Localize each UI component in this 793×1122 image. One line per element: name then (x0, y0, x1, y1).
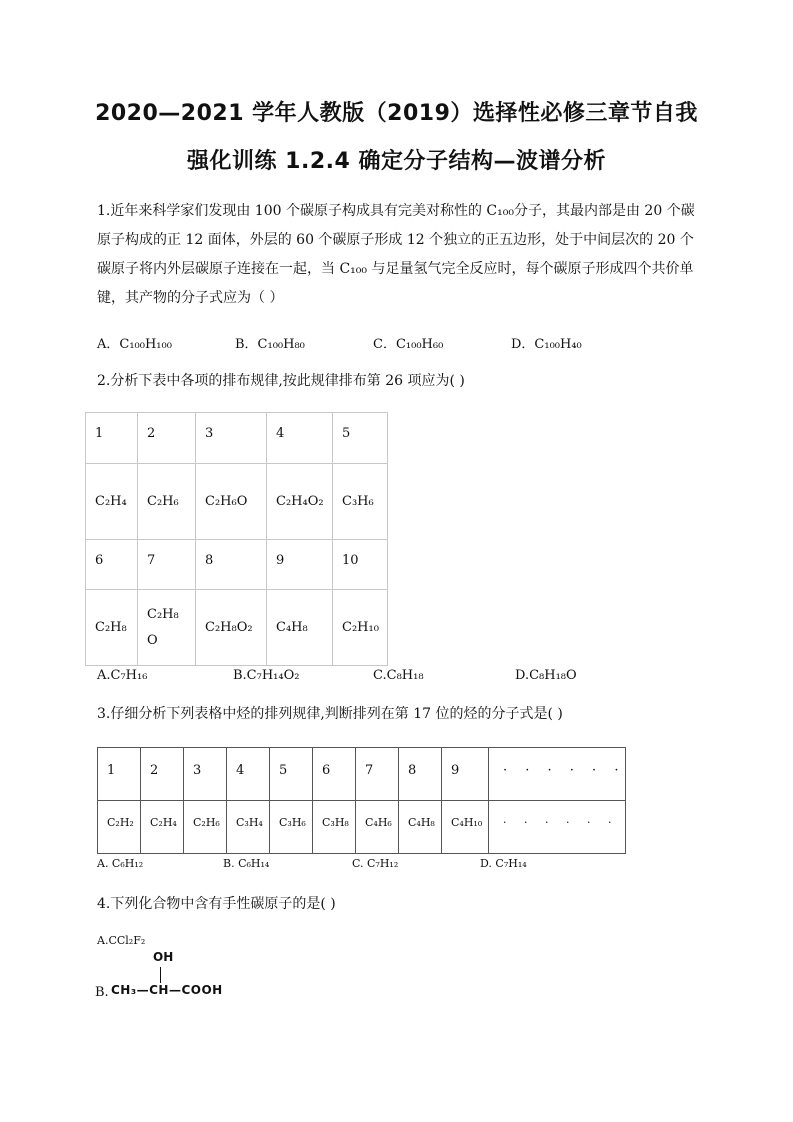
option-c: C．C₁₀₀H₆₀ (373, 337, 444, 352)
table-cell: 8 (399, 748, 442, 801)
option-d: D.C₈H₁₈O (515, 668, 577, 683)
option-b: B.C₇H₁₄O₂ (233, 668, 300, 683)
table-cell: C₄H₈ (267, 590, 333, 666)
table-cell: 9 (267, 540, 333, 590)
title-line-1: 2020—2021 学年人教版（2019）选择性必修三章节自我 (95, 101, 698, 126)
table-cell: 2 (138, 413, 196, 464)
table-cell: C₂H₆ (138, 464, 196, 540)
table-cell: C₂H₈O₂ (196, 590, 267, 666)
question-2-options (97, 668, 697, 688)
table-cell: C₂H₄ (86, 464, 138, 540)
table-cell: 1 (86, 413, 138, 464)
title-line-2: 强化训练 1.2.4 确定分子结构—波谱分析 (187, 149, 606, 174)
table-cell: 7 (356, 748, 399, 801)
option-b: B．C₁₀₀H₈₀ (235, 337, 305, 352)
table-cell: C₄H₁₀ (442, 801, 489, 854)
question-4-text: 4.下列化合物中含有手性碳原子的是( ) (97, 896, 336, 912)
table-cell: 10 (333, 540, 388, 590)
table-cell: 2 (141, 748, 184, 801)
table-cell: 9 (442, 748, 489, 801)
table-cell: · · · · · · (489, 748, 626, 801)
table-cell: 5 (270, 748, 313, 801)
table-cell: C₂H₆O (196, 464, 267, 540)
table-cell: 7 (138, 540, 196, 590)
option-b: B. C₆H₁₄ (223, 857, 270, 870)
table-cell: 6 (86, 540, 138, 590)
carbon-chain: CH₃—CH—COOH (111, 983, 223, 997)
table-cell: 6 (313, 748, 356, 801)
table-cell: C₃H₄ (227, 801, 270, 854)
option-a: A．C₁₀₀H₁₀₀ (97, 337, 172, 352)
question-3-table (97, 747, 626, 854)
structural-formula (95, 950, 295, 1010)
question-3-text: 3.仔细分析下列表格中烃的排列规律,判断排列在第 17 位的烃的分子式是( ) (97, 706, 563, 722)
option-c: C. C₇H₁₂ (352, 857, 399, 870)
question-2-text: 2.分析下表中各项的排布规律,按此规律排布第 26 项应为( ) (97, 373, 465, 389)
table-cell: 8 (196, 540, 267, 590)
table-cell: C₃H₈ (313, 801, 356, 854)
table-cell: C₃H₆ (270, 801, 313, 854)
table-cell: C₄H₈ (399, 801, 442, 854)
table-cell: C₂H₄ (141, 801, 184, 854)
option-a: A. C₆H₁₂ (97, 857, 144, 870)
table-cell: C₂H₁₀ (333, 590, 388, 666)
option-b-label: B. (95, 985, 109, 1000)
table-cell: · · · · · · (489, 801, 626, 854)
question-3-options (97, 857, 697, 877)
table-cell: 3 (196, 413, 267, 464)
question-1-text: 1.近年来科学家们发现由 100 个碳原子构成具有完美对称性的 C₁₀₀分子，其最内部是由 20 个碳原子构成的正 12 面体，外层的 60 个碳原子形成 12 个独立的正五边形，处于中间层次的 20 个碳原子将内外层碳原子连接在一起，当 C₁₀₀ 与足量氢气完全反应时，每个碳原子形成四个共价单键，其产物的分子式应为（ ） (97, 203, 695, 306)
table-cell: 1 (98, 748, 141, 801)
option-a: A.C₇H₁₆ (97, 668, 148, 683)
question-2-table (85, 412, 388, 666)
option-d: D．C₁₀₀H₄₀ (511, 337, 582, 352)
hydroxyl-label: OH (153, 950, 174, 964)
option-d: D. C₇H₁₄ (480, 857, 527, 870)
table-cell: C₂H₈ (86, 590, 138, 666)
table-cell: 4 (267, 413, 333, 464)
table-cell: 5 (333, 413, 388, 464)
table-cell: C₂H₆ (184, 801, 227, 854)
table-cell: C₂H₈O (138, 590, 196, 666)
option-c: C.C₈H₁₈ (373, 668, 424, 683)
table-cell: 3 (184, 748, 227, 801)
question-1-options (97, 333, 697, 353)
vertical-bond (160, 967, 161, 983)
option-a-label: A.CCl₂F₂ (97, 934, 146, 947)
table-cell: C₂H₄O₂ (267, 464, 333, 540)
table-cell: C₂H₂ (98, 801, 141, 854)
table-cell: C₃H₆ (333, 464, 388, 540)
table-cell: 4 (227, 748, 270, 801)
table-cell: C₄H₆ (356, 801, 399, 854)
